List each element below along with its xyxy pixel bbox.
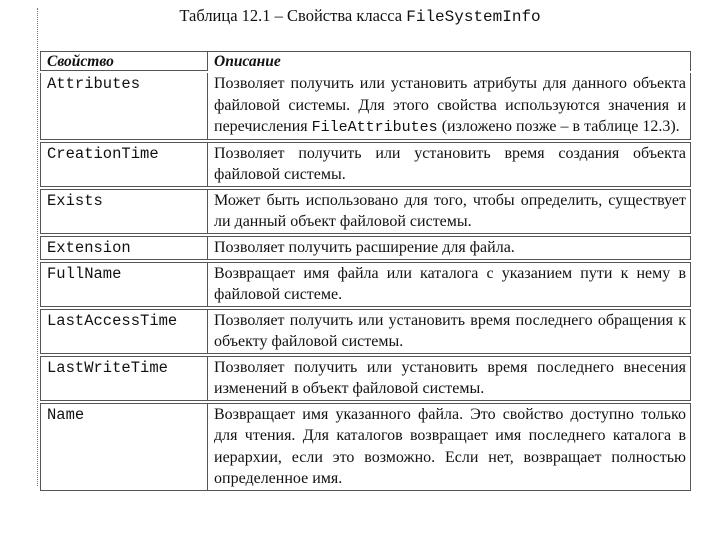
property-name: FullName	[40, 262, 207, 307]
table-caption	[0, 6, 720, 26]
property-name: Attributes	[40, 73, 207, 140]
column-header-description: Описание	[207, 51, 691, 71]
property-description: Позволяет получить расширение для файла.	[207, 236, 691, 260]
property-name: Exists	[40, 189, 207, 234]
caption-text: Таблица 12.1 – Свойства класса	[179, 6, 407, 25]
description-text-tail: (изложено позже – в таблице 12.3).	[437, 118, 680, 135]
property-description: Возвращает имя указанного файла. Это свойство доступно только для чтения. Для каталогов возвращает имя последнего каталога в иерархии, если это возможно. Если нет, возвращает полностью определенное имя.	[207, 403, 691, 491]
table-row	[40, 309, 691, 354]
property-name: LastWriteTime	[40, 356, 207, 401]
table-row	[40, 403, 691, 491]
table-row	[40, 236, 691, 260]
property-name: Extension	[40, 236, 207, 260]
page-margin-rule	[37, 8, 38, 486]
table-header-row	[40, 51, 691, 71]
table-row	[40, 142, 691, 187]
table-row	[40, 356, 691, 401]
property-name: CreationTime	[40, 142, 207, 187]
property-description	[207, 73, 691, 140]
property-description: Позволяет получить или установить время создания объекта файловой системы.	[207, 142, 691, 187]
property-description: Возвращает имя файла или каталога с указанием пути к нему в файловой системе.	[207, 262, 691, 307]
table-row	[40, 262, 691, 307]
enum-name: FileAttributes	[311, 119, 438, 136]
caption-class-name: FileSystemInfo	[406, 8, 541, 26]
property-description: Позволяет получить или установить время последнего обращения к объекту файловой системы.	[207, 309, 691, 354]
property-name: LastAccessTime	[40, 309, 207, 354]
description-text: Позволяет получить или установить атрибуты для данного объекта файловой системы. Для этого свойства используются значения и перечисления	[214, 75, 686, 135]
table-row	[40, 189, 691, 234]
table-row	[40, 73, 691, 140]
properties-table	[40, 49, 691, 493]
property-description: Позволяет получить или установить время последнего внесения изменений в объект файловой системы.	[207, 356, 691, 401]
column-header-property: Свойство	[40, 51, 207, 71]
property-description: Может быть использовано для того, чтобы определить, существует ли данный объект файловой системы.	[207, 189, 691, 234]
property-name: Name	[40, 403, 207, 491]
